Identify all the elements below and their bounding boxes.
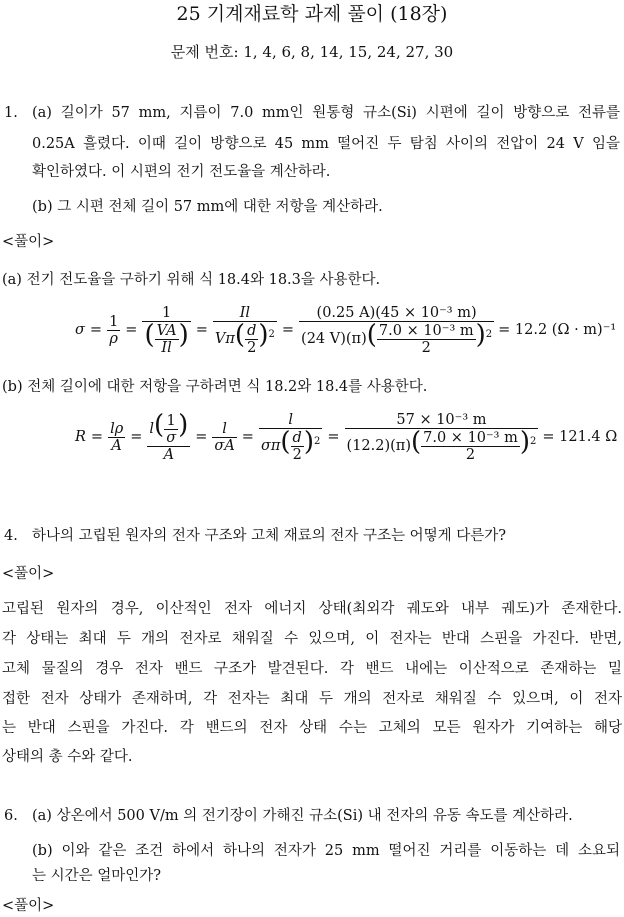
problem-4-number: 4.: [4, 528, 18, 544]
conductivity-equation: σ = $\frac{1}{\rho}$ = 1 ( $\frac{VA}{Il}$ ) = Il Vπ( $\frac{d}{2}$ )$^2$ = (0.25 A)(45 × 10⁻³ m) (24 V)(π)( $\frac{\text{7.0 × 10⁻³ m}}{2}$ )$^2$ = 12.2 (Ω · m)⁻¹: [75, 305, 617, 356]
problem-6-part-b-line-2: 는 시간은 얼마인가?: [32, 868, 162, 884]
problem-4-answer-4: 접한 전자 상태가 존재하며, 각 전자는 최대 두 개의 전자로 채워질 수 있으며, 이 전자: [2, 691, 622, 707]
solution-a-text: (a) 전기 전도율을 구하기 위해 식 18.4와 18.3을 사용한다.: [2, 272, 381, 288]
page-title: 25 기계재료학 과제 풀이 (18장): [176, 3, 448, 25]
problem-1-part-b: (b) 그 시편 전체 길이 57 mm에 대한 저항을 계산하라.: [32, 199, 383, 215]
problem-1-line-1: (a) 길이가 57 mm, 지름이 7.0 mm인 원통형 규소(Si) 시편에 길이 방향으로 전류를: [32, 105, 620, 121]
problem-1-line-2: 0.25A 흘렸다. 이때 길이 방향으로 45 mm 떨어진 두 탐침 사이의 전압이 24 V 임을: [32, 136, 620, 152]
problem-1-line-3: 확인하였다. 이 시편의 전기 전도율을 계산하라.: [32, 164, 331, 180]
solution-label: <풀이>: [2, 566, 55, 582]
problem-6-part-b-line-1: (b) 이와 같은 조건 하에서 하나의 전자가 25 mm 떨어진 거리를 이동하는 데 소요되: [32, 843, 620, 859]
solution-label: <풀이>: [2, 898, 55, 914]
problem-1-number: 1.: [4, 105, 18, 121]
problem-4-answer-2: 각 상태는 최대 두 개의 전자로 채워질 수 있으며, 이 전자는 반대 스핀을 가진다. 반면,: [2, 631, 622, 647]
solution-b-text: (b) 전체 길이에 대한 저항을 구하려면 식 18.2와 18.4를 사용한다.: [2, 379, 428, 395]
problem-6-part-a: (a) 상온에서 500 V/m 의 전기장이 가해진 규소(Si) 내 전자의 유동 속도를 계산하라.: [32, 808, 573, 824]
problem-4-answer-3: 고체 물질의 경우 전자 밴드 구조가 발견된다. 각 밴드 내에는 이산적으로 존재하는 밀: [2, 661, 622, 677]
resistance-equation: R = $\frac{l\rho}{A}$ = l( $\frac{1}{\sigma}$ ) A = $\frac{l}{\sigma A}$ = l σπ( $\frac{d}{2}$ )$^2$ = 57 × 10⁻³ m (12.2)(π)( $\frac{\text{7.0 × 10⁻³ m}}{2}$ )$^2$ = 121.4 Ω: [75, 410, 618, 463]
problem-4-question: 하나의 고립된 원자의 전자 구조와 고체 재료의 전자 구조는 어떻게 다른가?: [32, 528, 507, 544]
problem-4-answer-6: 상태의 총 수와 같다.: [2, 749, 133, 765]
problem-4-answer-1: 고립된 원자의 경우, 이산적인 전자 에너지 상태(최외각 궤도와 내부 궤도)가 존재한다.: [2, 601, 622, 617]
problem-numbers: 문제 번호: 1, 4, 6, 8, 14, 15, 24, 27, 30: [170, 43, 454, 61]
problem-6-number: 6.: [4, 808, 18, 824]
problem-4-answer-5: 는 반대 스핀을 가진다. 각 밴드의 전자 상태 수는 고체의 모든 원자가 기여하는 해당: [2, 720, 622, 736]
solution-label: <풀이>: [2, 234, 55, 250]
